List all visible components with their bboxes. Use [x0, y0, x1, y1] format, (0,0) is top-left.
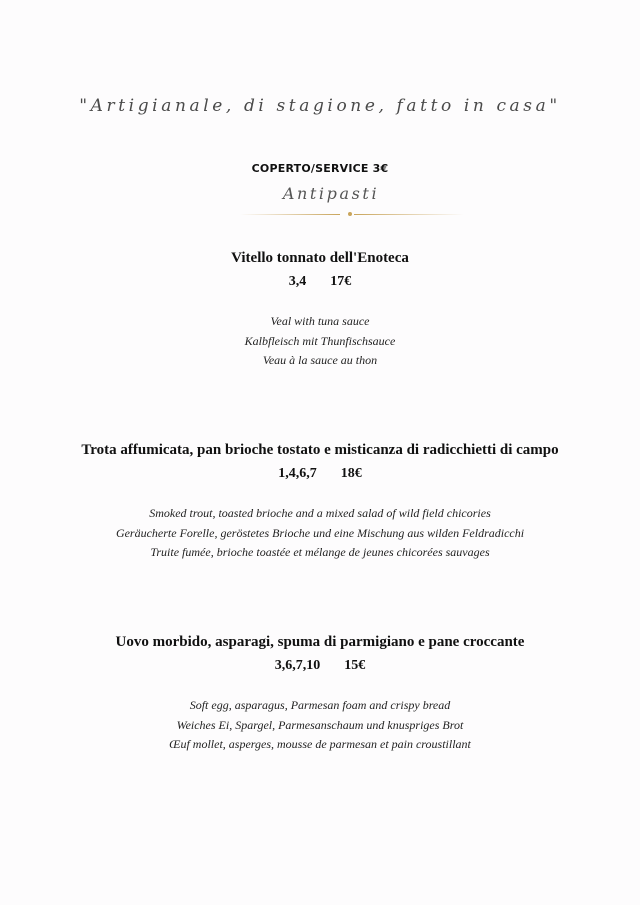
divider-line-right [354, 214, 464, 215]
dish-allergens: 3,4 [288, 274, 307, 289]
dish-description-de: Kalbfleisch mit Thunfischsauce [244, 333, 396, 348]
dish-name: Trota affumicata, pan brioche tostato e misticanza di radicchietti di campo [81, 442, 559, 458]
dish-descriptions [0, 312, 640, 371]
dish-description-en: Soft egg, asparagus, Parmesan foam and crispy bread [189, 698, 451, 712]
dish-descriptions [0, 696, 640, 755]
ornamental-divider [240, 209, 464, 219]
dish-description-en: Veal with tuna sauce [270, 314, 370, 328]
cover-charge: COPERTO/SERVICE 3€ [251, 162, 389, 175]
dish-description-de: Geräucherte Forelle, geröstetes Brioche und eine Mischung aus wilden Feldradicchi [115, 525, 525, 540]
menu-tagline: "Artigianale, di stagione, fatto in casa" [79, 96, 561, 116]
menu-item [0, 442, 640, 563]
divider-line-left [240, 214, 340, 215]
menu-item [0, 634, 640, 755]
dish-descriptions [0, 504, 640, 563]
dish-price: 15€ [344, 658, 366, 673]
dish-name: Uovo morbido, asparagi, spuma di parmigiano e pane croccante [115, 634, 525, 650]
dish-meta [0, 274, 640, 290]
dish-description-en: Smoked trout, toasted brioche and a mixed salad of wild field chicories [149, 506, 491, 520]
dish-description-de: Weiches Ei, Spargel, Parmesanschaum und knuspriges Brot [176, 717, 464, 732]
menu-item [0, 250, 640, 371]
dish-description-fr: Œuf mollet, asperges, mousse de parmesan et pain croustillant [169, 737, 471, 751]
dish-allergens: 1,4,6,7 [278, 466, 317, 481]
section-title: Antipasti [282, 184, 380, 203]
dish-allergens: 3,6,7,10 [274, 658, 321, 673]
dish-price: 18€ [340, 466, 362, 481]
dish-description-fr: Truite fumée, brioche toastée et mélange de jeunes chicorées sauvages [150, 545, 490, 559]
dish-description-fr: Veau à la sauce au thon [262, 353, 378, 367]
divider-dot-icon [348, 212, 352, 216]
dish-price: 17€ [330, 274, 352, 289]
dish-name: Vitello tonnato dell'Enoteca [231, 250, 409, 266]
dish-meta [0, 658, 640, 674]
dish-meta [0, 466, 640, 482]
